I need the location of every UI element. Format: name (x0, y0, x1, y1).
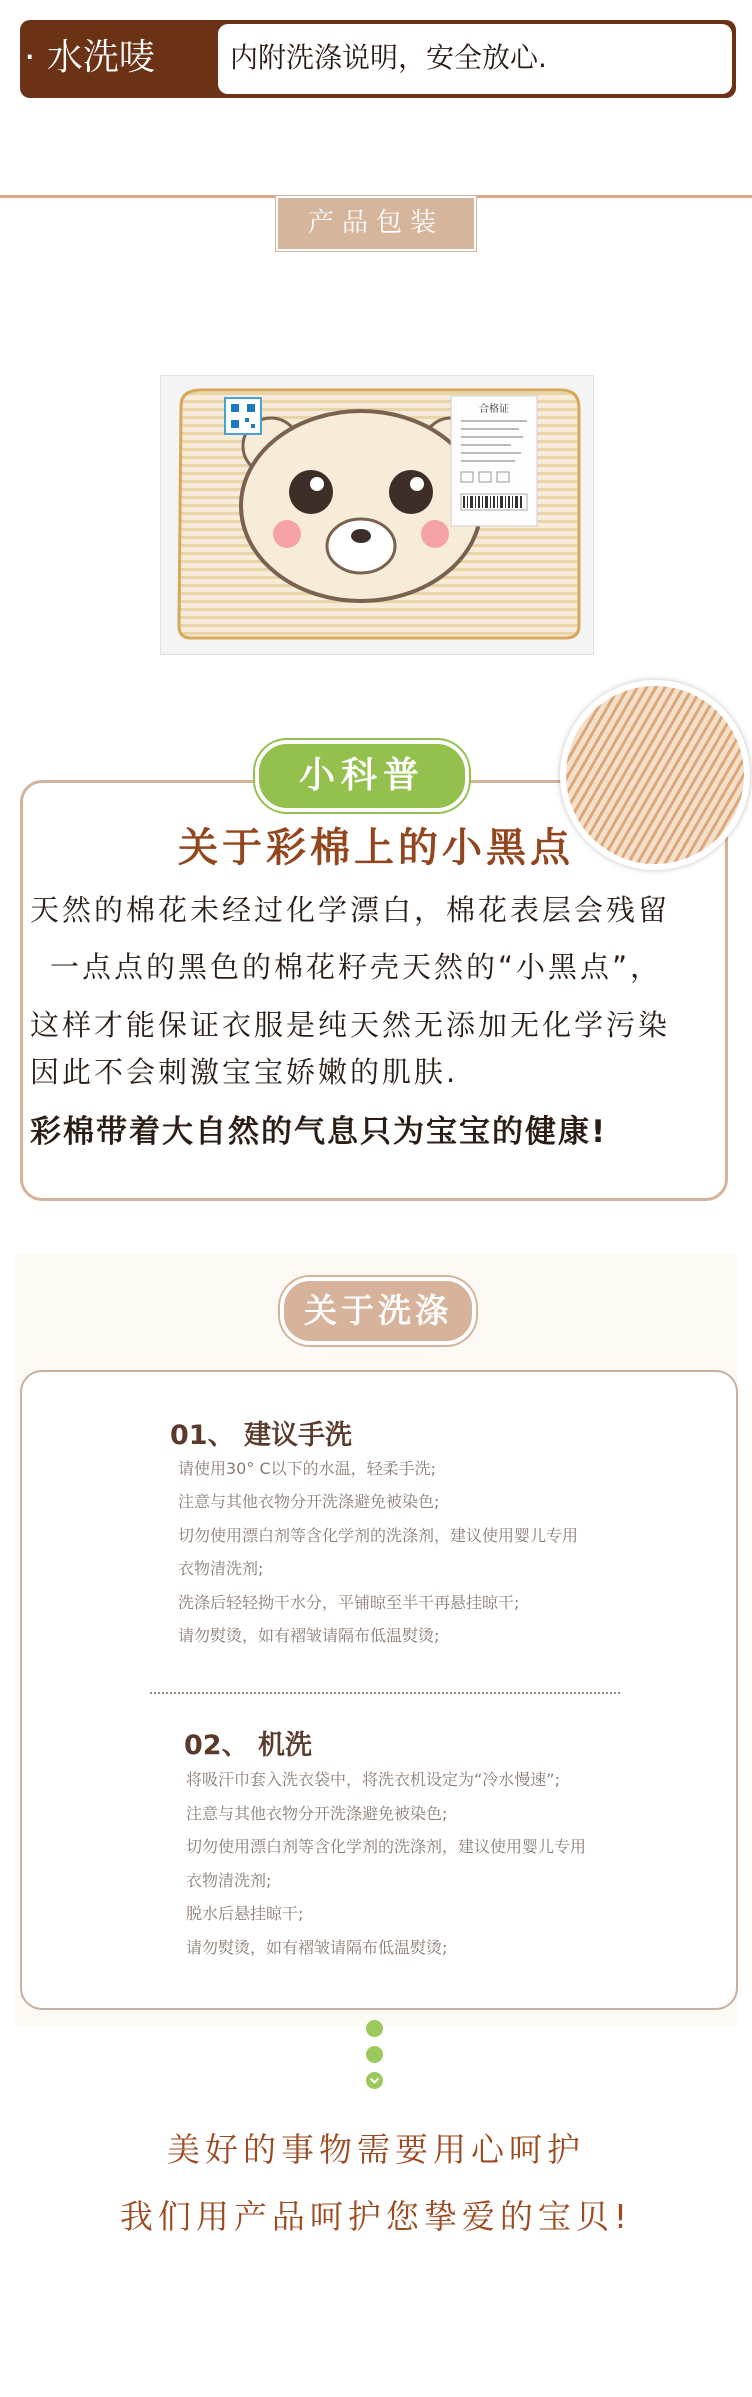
step-line: 洗涤后轻轻拗干水分，平铺晾至半干再悬挂晾干; (178, 1593, 520, 1612)
wash-label-text: 内附洗涤说明，安全放心. (230, 41, 547, 74)
step-line: 请使用30° C以下的水温，轻柔手洗; (178, 1459, 437, 1478)
chevron-down-icon (366, 2072, 383, 2089)
wash-label-title: · 水洗唛 (24, 37, 155, 78)
product-package-image (160, 375, 594, 655)
qr-code-icon (225, 398, 261, 434)
step-line: 切勿使用漂白剂等含化学剂的洗涤剂，建议使用婴儿专用 (178, 1526, 579, 1545)
svg-text:合格证: 合格证 (479, 404, 509, 415)
science-line: 这样才能保证衣服是纯天然无添加无化学污染 (30, 1008, 671, 1042)
step-line: 衣物清洗剂; (186, 1871, 272, 1890)
step-line: 将吸汗巾套入洗衣袋中，将洗衣机设定为“冷水慢速”; (186, 1770, 560, 1789)
step-line: 注意与其他衣物分开洗涤避免被染色; (186, 1804, 448, 1823)
science-line: 天然的棉花未经过化学漂白，棉花表层会残留 (30, 893, 671, 927)
science-line: 因此不会刺激宝宝娇嫩的肌肤. (30, 1055, 459, 1089)
bear-towel-illustration (161, 376, 593, 654)
step-line: 注意与其他衣物分开洗涤避免被染色; (178, 1492, 440, 1511)
science-title: 关于彩棉上的小黑点 (178, 825, 574, 871)
certificate-tag (451, 396, 537, 526)
science-badge: 小科普 (255, 740, 469, 812)
decor-dot-icon (366, 2046, 383, 2063)
step-line: 请勿熨烫，如有褶皱请隔布低温熨烫; (186, 1938, 448, 1957)
bear-face-icon (241, 411, 481, 601)
packaging-section-label: 产品包装 (276, 196, 476, 251)
step-line: 衣物清洗剂; (178, 1559, 264, 1578)
step-title: 02、 机洗 (184, 1730, 312, 1761)
step-title: 01、 建议手洗 (170, 1420, 352, 1451)
science-final-line: 彩棉带着大自然的气息只为宝宝的健康! (30, 1114, 608, 1150)
step-line: 请勿熨烫，如有褶皱请隔布低温熨烫; (178, 1626, 440, 1645)
science-line: 一点点的黑色的棉花籽壳天然的“小黑点”， (50, 950, 663, 984)
step-line: 切勿使用漂白剂等含化学剂的洗涤剂，建议使用婴儿专用 (186, 1837, 587, 1856)
closing-line-2: 我们用产品呵护您挚爱的宝贝! (119, 2197, 633, 2236)
step-line: 脱水后悬挂晾干; (186, 1904, 304, 1923)
decor-dot-icon (366, 2020, 383, 2037)
closing-line-1: 美好的事物需要用心呵护 (167, 2130, 585, 2169)
step-divider (150, 1692, 620, 1694)
washing-badge: 关于洗涤 (280, 1277, 476, 1345)
